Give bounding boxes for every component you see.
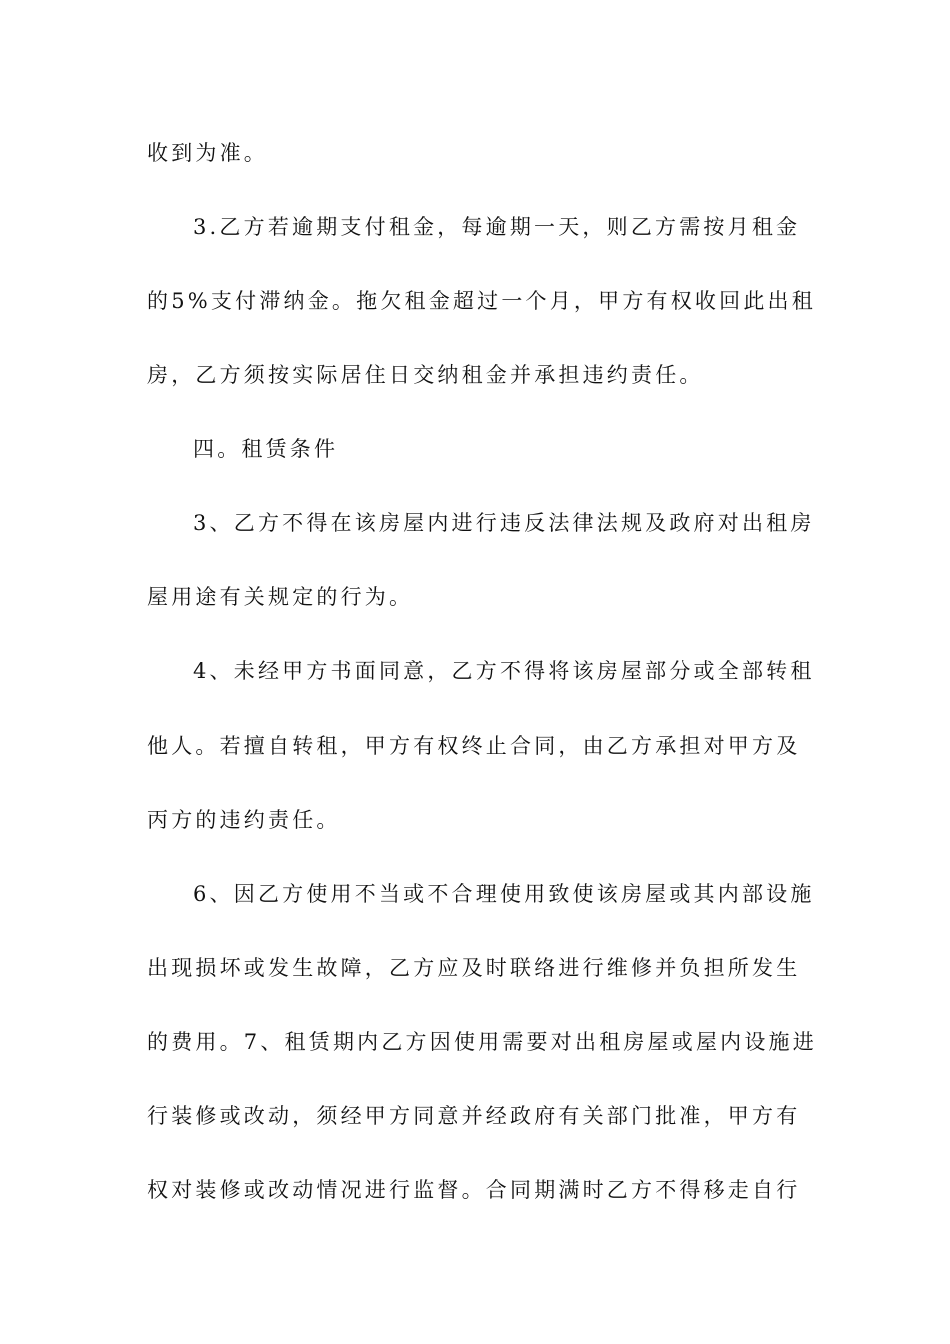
text-line: 他人。若擅自转租，甲方有权终止合同，由乙方承担对甲方及 — [147, 734, 801, 758]
text-line: 丙方的违约责任。 — [147, 808, 341, 832]
text-line: 3、乙方不得在该房屋内进行违反法律法规及政府对出租房 — [193, 511, 815, 535]
text-line: 出现损坏或发生故障，乙方应及时联络进行维修并负担所发生 — [147, 956, 801, 980]
text-line: 行装修或改动，须经甲方同意并经政府有关部门批准，甲方有 — [147, 1104, 801, 1128]
text-line: 6、因乙方使用不当或不合理使用致使该房屋或其内部设施 — [193, 882, 815, 906]
text-line: 权对装修或改动情况进行监督。合同期满时乙方不得移走自行 — [147, 1178, 801, 1202]
text-line: 4、未经甲方书面同意，乙方不得将该房屋部分或全部转租 — [193, 659, 815, 683]
text-line: 的5%支付滞纳金。拖欠租金超过一个月，甲方有权收回此出租 — [147, 289, 816, 313]
text-line: 屋用途有关规定的行为。 — [147, 585, 414, 609]
text-line: 房，乙方须按实际居住日交纳租金并承担违约责任。 — [147, 363, 704, 387]
text-line: 收到为准。 — [147, 141, 268, 165]
text-line: 的费用。7、租赁期内乙方因使用需要对出租房屋或屋内设施进 — [147, 1030, 817, 1054]
section-heading: 四。租赁条件 — [193, 437, 339, 461]
text-line: 3.乙方若逾期支付租金，每逾期一天，则乙方需按月租金 — [193, 215, 801, 239]
